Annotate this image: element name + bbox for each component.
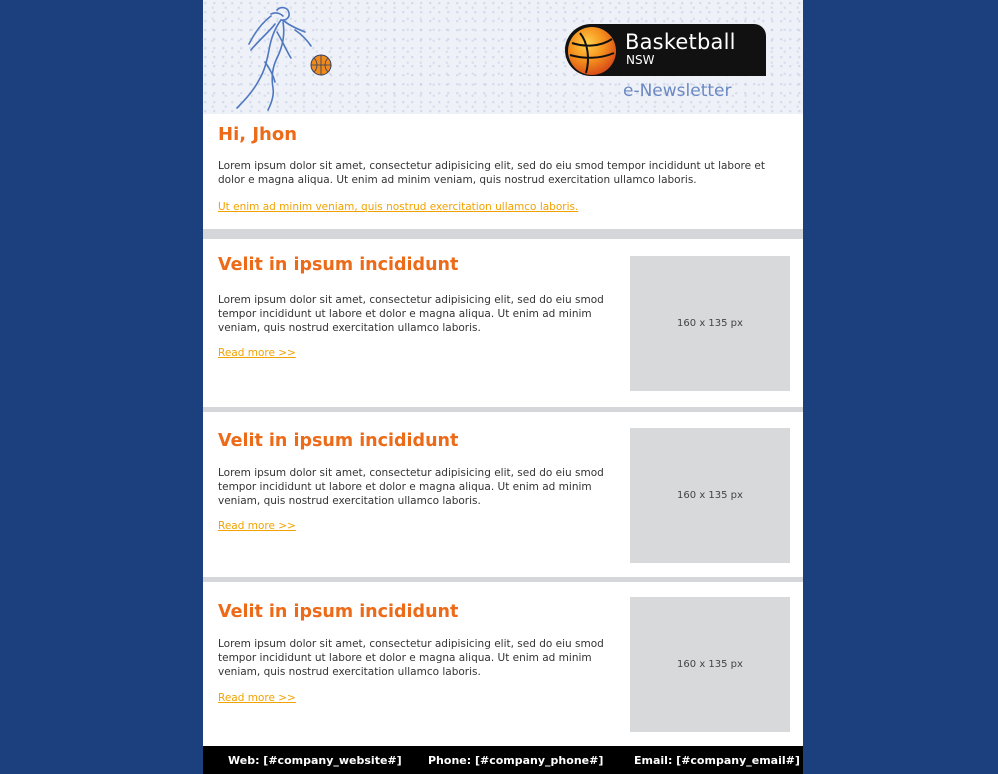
article-title: Velit in ipsum incididunt [218, 602, 459, 622]
article-3 [203, 602, 803, 742]
read-more-link[interactable]: Read more >> [218, 520, 296, 532]
logo-subtitle: NSW [626, 53, 655, 67]
intro-text: Lorem ipsum dolor sit amet, consectetur adipisicing elit, sed do eiu smod tempor incididunt ut labore et dolor e magna aliqua. Ut enim ad minim veniam, quis nostrud exercitation ullamco laboris. [218, 160, 765, 186]
image-size-label: 160 x 135 px [677, 659, 743, 670]
image-size-label: 160 x 135 px [677, 318, 743, 329]
section-divider [203, 407, 803, 412]
article-image-placeholder[interactable] [630, 428, 790, 563]
article-title: Velit in ipsum incididunt [218, 431, 459, 451]
newsletter-footer [203, 746, 803, 774]
intro-link[interactable]: Ut enim ad minim veniam, quis nostrud exercitation ullamco laboris. [218, 201, 579, 213]
article-2 [203, 431, 803, 577]
section-divider [203, 229, 803, 239]
basketball-player-illustration [225, 2, 335, 112]
article-image-placeholder[interactable] [630, 597, 790, 732]
footer-email[interactable]: Email: [#company_email#] [634, 754, 800, 767]
article-text: Lorem ipsum dolor sit amet, consectetur adipisicing elit, sed do eiu smod tempor incididunt ut labore et dolor e magna aliqua. Ut enim ad minim veniam, quis nostrud exercitation ullamco laboris. [218, 467, 604, 507]
greeting-heading: Hi, Jhon [218, 124, 298, 145]
image-size-label: 160 x 135 px [677, 490, 743, 501]
article-text: Lorem ipsum dolor sit amet, consectetur adipisicing elit, sed do eiu smod tempor incididunt ut labore et dolor e magna aliqua. Ut enim ad minim veniam, quis nostrud exercitation ullamco laboris. [218, 294, 604, 334]
section-divider [203, 577, 803, 582]
newsletter-header [203, 0, 803, 114]
footer-website[interactable]: Web: [#company_website#] [228, 754, 402, 767]
read-more-link[interactable]: Read more >> [218, 347, 296, 359]
basketball-icon [566, 25, 618, 77]
read-more-link[interactable]: Read more >> [218, 692, 296, 704]
logo-title: Basketball [625, 30, 736, 54]
article-text: Lorem ipsum dolor sit amet, consectetur adipisicing elit, sed do eiu smod tempor incididunt ut labore et dolor e magna aliqua. Ut enim ad minim veniam, quis nostrud exercitation ullamco laboris. [218, 638, 604, 678]
article-1 [203, 255, 803, 407]
article-title: Velit in ipsum incididunt [218, 255, 459, 275]
article-image-placeholder[interactable] [630, 256, 790, 391]
newsletter-page [203, 0, 803, 774]
footer-phone[interactable]: Phone: [#company_phone#] [428, 754, 604, 767]
newsletter-label: e-Newsletter [623, 81, 732, 101]
